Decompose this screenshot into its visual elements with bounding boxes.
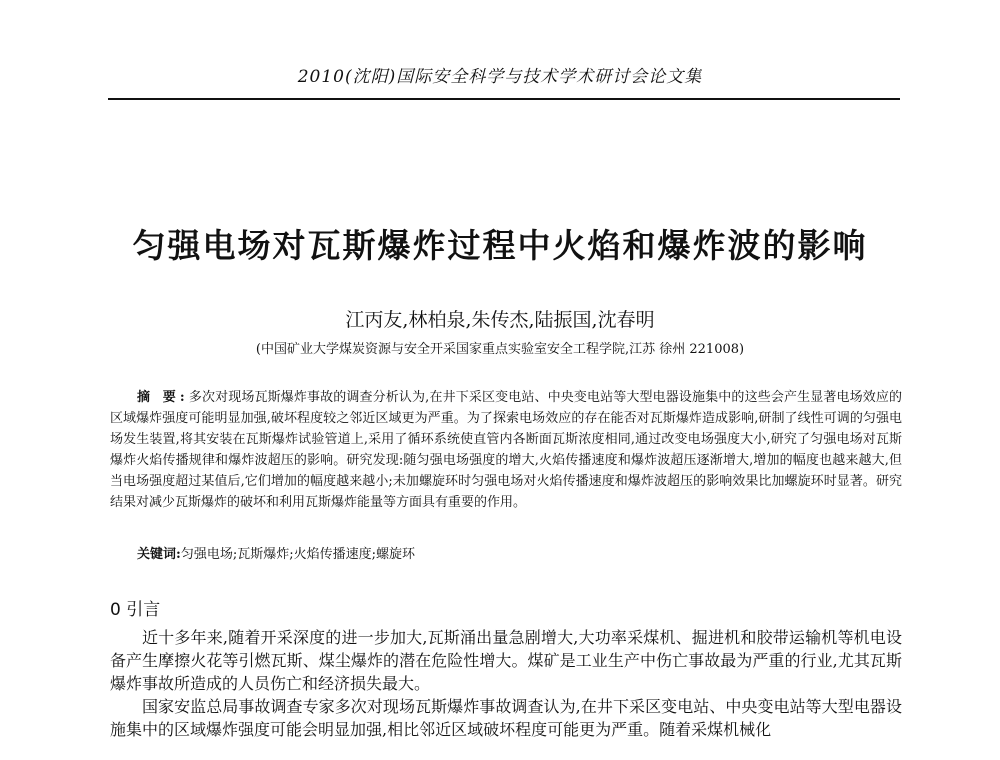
abstract-block bbox=[110, 387, 902, 513]
body-paragraph: 近十多年来,随着开采深度的进一步加大,瓦斯涌出量急剧增大,大功率采煤机、掘进机和胶带运输机等机电设备产生摩擦火花等引燃瓦斯、煤尘爆炸的潜在危险性增大。煤矿是工业生产中伤亡事故最为严重的行业,尤其瓦斯爆炸事故所造成的人员伤亡和经济损失最大。 bbox=[110, 628, 902, 693]
author-affiliation: (中国矿业大学煤炭资源与安全开采国家重点实验室安全工程学院,江苏 徐州 221008) bbox=[255, 342, 745, 357]
author-list: 江丙友,林柏泉,朱传杰,陆振国,沈春明 bbox=[345, 309, 655, 331]
keywords-block bbox=[137, 545, 897, 565]
body-paragraph: 国家安监总局事故调查专家多次对现场瓦斯爆炸事故调查认为,在井下采区变电站、中央变电站等大型电器设施集中的区域爆炸强度可能会明显加强,相比邻近区域破坏程度可能更为严重。随着采煤机械化 bbox=[110, 697, 902, 739]
body-text bbox=[110, 626, 902, 741]
abstract-label: 摘 要: bbox=[137, 390, 189, 405]
section-heading: 0 引言 bbox=[110, 600, 161, 620]
running-header: 2010(沈阳)国际安全科学与技术学术研讨会论文集 bbox=[297, 67, 703, 87]
keywords-label: 关键词: bbox=[137, 547, 181, 562]
keywords-text: 匀强电场;瓦斯爆炸;火焰传播速度;螺旋环 bbox=[180, 547, 415, 562]
paper-title: 匀强电场对瓦斯爆炸过程中火焰和爆炸波的影响 bbox=[132, 226, 868, 265]
header-rule bbox=[108, 98, 900, 100]
abstract-text: 多次对现场瓦斯爆炸事故的调查分析认为,在井下采区变电站、中央变电站等大型电器设施集中的这些会产生显著电场效应的区域爆炸强度可能明显加强,破坏程度较之邻近区域更为严重。为了探索电场效应的存在能否对瓦斯爆炸造成影响,研制了线性可调的匀强电场发生装置,将其安装在瓦斯爆炸试验管道上,采用了循环系统使直管内各断面瓦斯浓度相同,通过改变电场强度大小,研究了匀强电场对瓦斯爆炸火焰传播规律和爆炸波超压的影响。研究发现:随匀强电场强度的增大,火焰传播速度和爆炸波超压逐渐增大,增加的幅度也越来越大,但当电场强度超过某值后,它们增加的幅度越来越小;未加螺旋环时匀强电场对火焰传播速度和爆炸波超压的影响效果比加螺旋环时显著。研究结果对减少瓦斯爆炸的破坏和利用瓦斯爆炸能量等方面具有重要的作用。 bbox=[110, 390, 902, 510]
